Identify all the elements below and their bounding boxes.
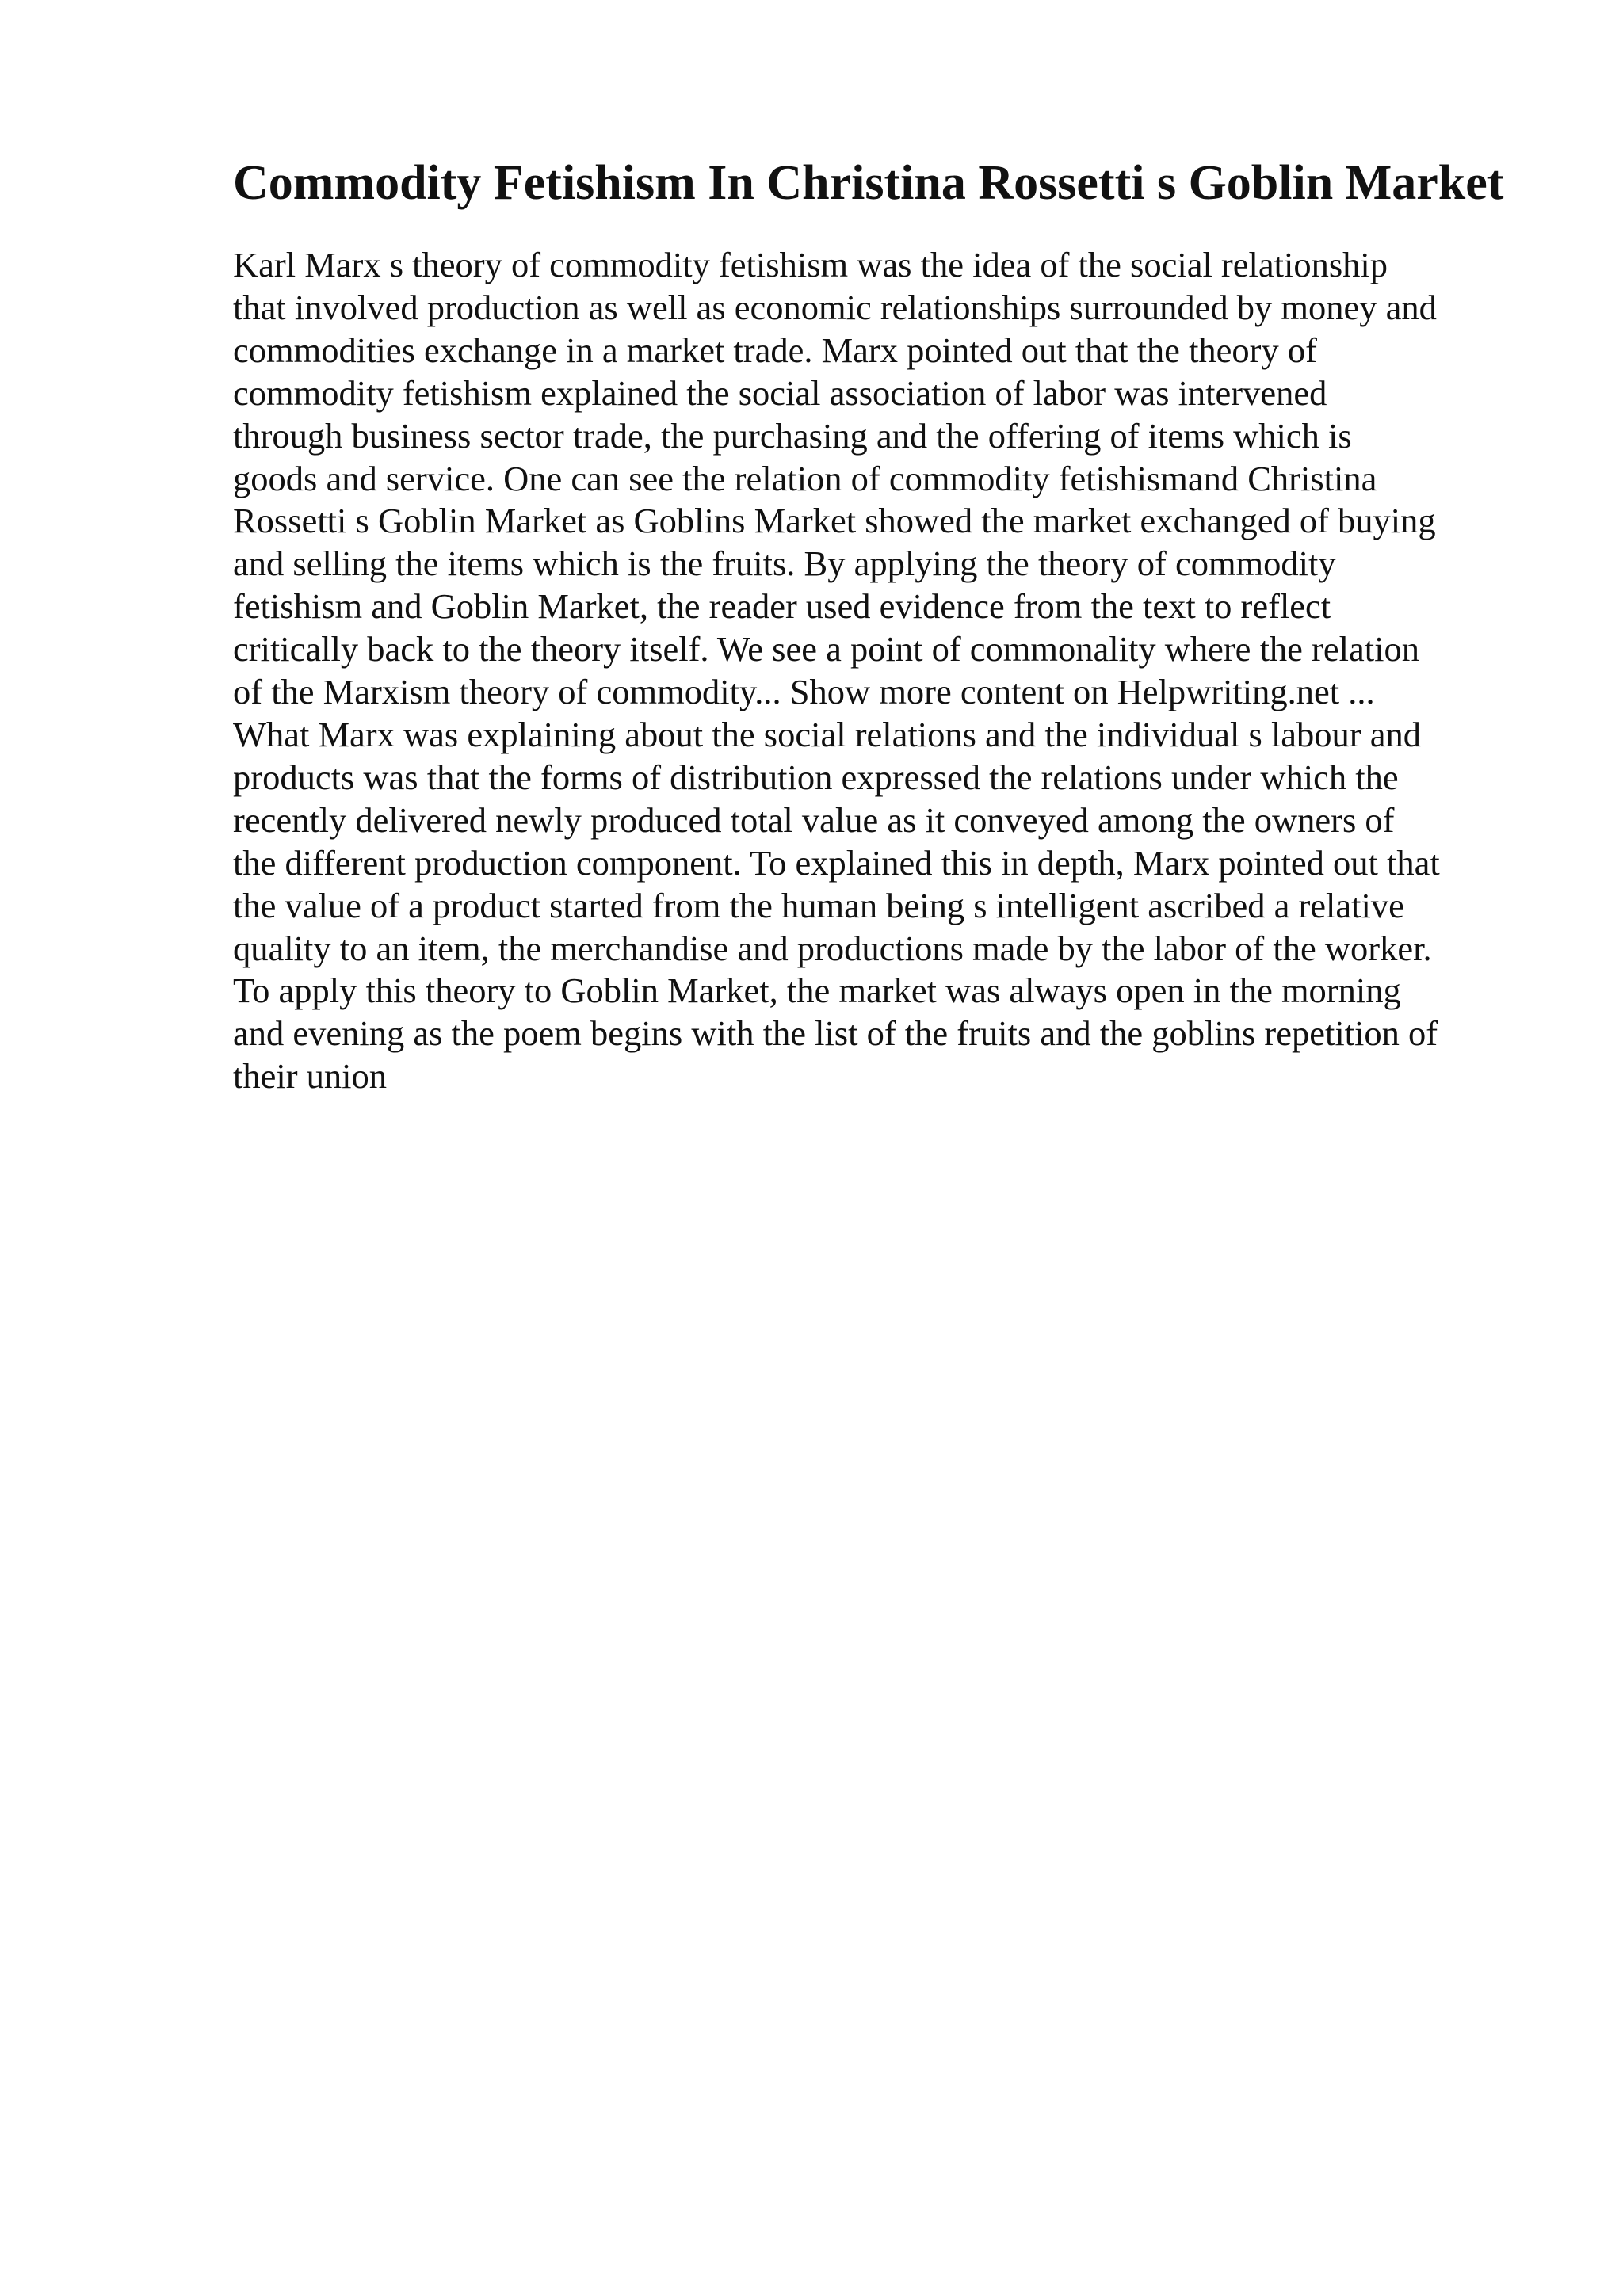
body-line: and selling the items which is the fruits. By applying the theory of commodity [233, 543, 1336, 584]
body-line: Rossetti s Goblin Market as Goblins Market showed the market exchanged of buying [233, 501, 1436, 541]
body-line: goods and service. One can see the relation of commodity fetishismand Christina [233, 458, 1377, 498]
body-line: and evening as the poem begins with the list of the fruits and the goblins repetition of [233, 1013, 1438, 1054]
body-line: To apply this theory to Goblin Market, the market was always open in the morning [233, 971, 1401, 1011]
body-line: the different production component. To explained this in depth, Marx pointed out that [233, 842, 1440, 883]
body-line: What Marx was explaining about the social relations and the individual s labour and [233, 714, 1422, 754]
body-line: products was that the forms of distribution expressed the relations under which the [233, 757, 1399, 797]
body-line: commodities exchange in a market trade. Marx pointed out that the theory of [233, 330, 1317, 370]
body-line: Karl Marx s theory of commodity fetishism was the idea of the social relationship [233, 245, 1388, 284]
body-line: their union [233, 1056, 388, 1097]
document-body [233, 244, 1517, 1098]
body-line: quality to an item, the merchandise and productions made by the labor of the worker. [233, 928, 1432, 968]
document-title: Commodity Fetishism In Christina Rossetti s Goblin Market [233, 156, 1504, 210]
body-line: fetishism and Goblin Market, the reader used evidence from the text to reflect [233, 586, 1331, 627]
body-line: recently delivered newly produced total value as it conveyed among the owners of [233, 799, 1395, 840]
body-line: commodity fetishism explained the social association of labor was intervened [233, 372, 1327, 413]
body-line: that involved production as well as economic relationships surrounded by money and [233, 287, 1437, 327]
body-line: the value of a product started from the human being s intelligent ascribed a relative [233, 885, 1404, 925]
body-line: through business sector trade, the purchasing and the offering of items which is [233, 415, 1352, 456]
body-line: critically back to the theory itself. We see a point of commonality where the relation [233, 629, 1419, 669]
body-line: of the Marxism theory of commodity... Show more content on Helpwriting.net ... [233, 672, 1375, 712]
